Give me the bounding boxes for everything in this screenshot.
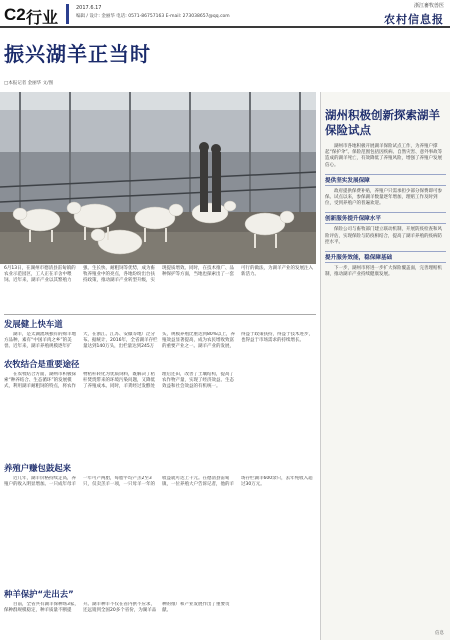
supplement-name: 浙江畜牧兽医 (413, 3, 444, 9)
subhead-3: 养殖户赚包鼓起来 (4, 463, 71, 473)
sidebar-article (320, 92, 450, 640)
issue-date: 2017.6.17 (76, 5, 102, 11)
section-2-text (4, 372, 316, 412)
sidebar-footer: 信息 (435, 631, 444, 636)
sidebar-intro: 湖州市各地积极开展湖羊保险试点工作，为养殖户撑起“保护伞”。保险范围包括因疾病、自然灾害、意外事故等造成的湖羊死亡，有效降低了养殖风险，增强了养殖户发展信心。 (325, 144, 443, 168)
byline: □本报记者 金丽华 文/图 (4, 81, 54, 86)
section-rule (4, 314, 316, 315)
section-4-text (4, 602, 316, 638)
sidebar-subhead-3: 提升服务效能，稳保障基础 (325, 251, 446, 263)
subhead-4: 种羊保护“走出去” (4, 589, 74, 599)
section-3-body: 近几年，湖羊价格持续走高，养殖户的收入明显增加。一只成年母羊一年可产两胎，每胎平均产羔2至3只，仅卖羔羊一项，一只母羊一年的收益就可达上千元。在德清县雷甸镇，一位养殖大户告诉记者，他的羊场存栏湖羊600余只，去年纯收入超过30万元。 (4, 476, 313, 488)
subhead-2: 农牧结合是重要途径 (4, 359, 80, 369)
page-header (0, 0, 450, 28)
subhead-1: 发展健上快车道 (4, 319, 63, 329)
section-1-body: 湖羊，是太湖流域独有的绵羊地方品种，素有“中国羊肉之乡”的美誉。近年来，湖羊养殖规模逐年扩大，在浙江、江苏、安徽等地广泛分布。据统计，2016年，全省湖羊存栏量达到140万头，出栏量达到245万头，规模养殖比重达到80%以上，养殖效益显著提高，成为农民增收致富的重要产业之一。湖羊产业的发展，得益于政策扶持，得益于技术进步，也得益于市场需求的持续增长。 (4, 332, 313, 350)
section-2-body: 在农牧结合方面，湖州市积极探索“种养结合、生态循环”的发展模式，利用湖羊耐粗饲的特点，将农作物秸秆转化为优质饲料，既解决了秸秆焚烧带来的环境污染问题，又降低了养殖成本。同时，羊粪经过发酵处理后还田，改善了土壤结构，提高了农作物产量，实现了经济效益、生态效益和社会效益的有机统一。 (4, 372, 234, 390)
sidebar-headline: 湖州积极创新探索湖羊保险试点 (325, 108, 440, 137)
section-1-text (4, 332, 316, 356)
sidebar-text-2: 保险公司与畜牧部门建立联动机制，开展防疫检查和风险评估，实现保险与防疫相结合，提高了湖羊养殖的疫病防控水平。 (325, 227, 442, 245)
article-headline: 振兴湖羊正当时 (4, 42, 151, 66)
editor-contact: 编辑 / 设计: 金丽华 电话: 0571-86757163 E-mail: 273038657@qq.com (76, 14, 230, 19)
section-4-body: 目前，全省共有湖羊保种场3家，保种群规模稳定，种羊质量不断提升。湖羊种羊不仅在省内供不应求，还远销到全国20多个省份，为湖羊品种的推广和产业发展作出了重要贡献。 (4, 602, 230, 614)
section-divider (66, 4, 69, 24)
sidebar-subhead-1: 提供坚实发展保障 (325, 174, 446, 186)
photo-caption: 6月13日，在湖州市德清县雷甸镇的农业示范园区，工人正在羊舍中喂饲。近年来，湖羊产业以其繁殖力强、生长快、耐粗饲等优势，成为畜牧养殖业中的亮点，各地纷纷出台扶持政策，推动湖羊产业转型升级，实现提质增效。同时，在技术推广、品种保护等方面，当地也探索出了一套可行的做法，为湖羊产业的发展注入新活力。 (4, 266, 313, 283)
sidebar-text-3: 下一步，湖州市将进一步扩大保险覆盖面，完善理赔机制，推动湖羊产业持续健康发展。 (325, 266, 442, 278)
sidebar-subhead-2: 创新服务提升保障水平 (325, 212, 446, 224)
section-3-text (4, 476, 316, 576)
section-name: 行业 (26, 8, 59, 27)
newspaper-logo: 农村信息报 (384, 13, 444, 26)
section-number: C2 (4, 5, 26, 24)
sidebar-text-1: 政府提供保费补贴，养殖户只需承担少部分保费即可参保。试点以来，参保湖羊数量逐年增加，理赔工作及时到位，受到养殖户的普遍欢迎。 (325, 188, 442, 207)
sheep-barn-photo (0, 92, 316, 264)
